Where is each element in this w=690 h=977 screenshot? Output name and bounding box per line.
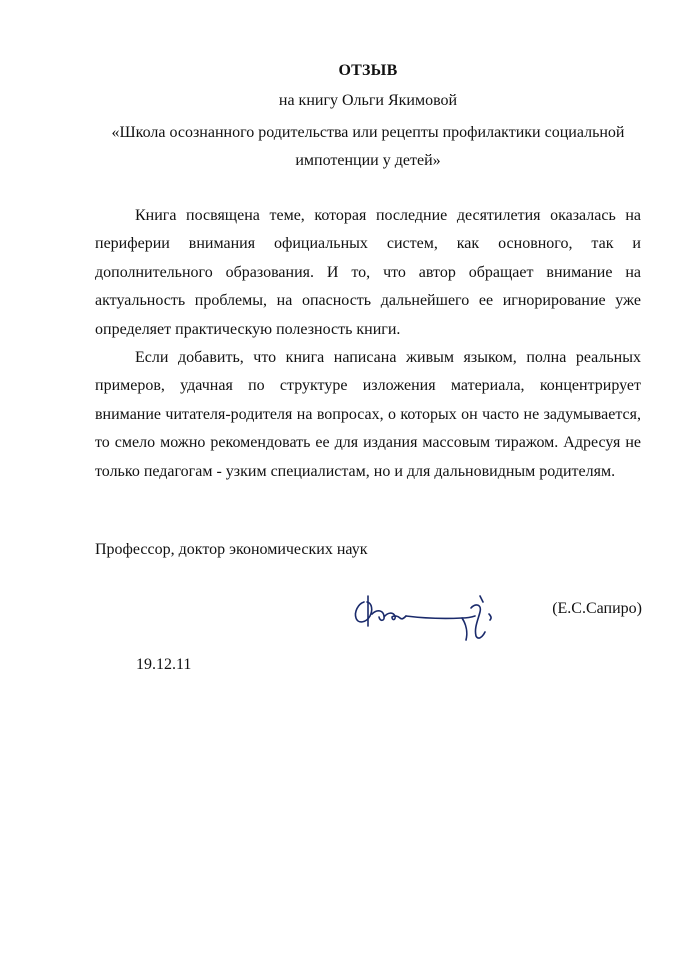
- review-paragraph-2: Если добавить, что книга написана живым языком, полна реальных примеров, удачная по структуре изложения материала, концентрирует внимание читателя-родителя на вопросах, о которых он часто не задумывается, то смело можно рекомендовать ее для издания массовым тиражом. Адресуя не только педагогам - узким специалистам, но и для дальновидным родителям.: [95, 349, 641, 480]
- book-title: «Школа осознанного родительства или рецепты профилактики социальной импотенции у детей»: [111, 124, 625, 169]
- document-date: 19.12.11: [136, 656, 192, 673]
- document-subtitle: на книгу Ольги Якимовой: [278, 92, 458, 109]
- signature-name: (Е.С.Сапиро): [552, 600, 642, 617]
- document-title: ОТЗЫВ: [338, 62, 398, 79]
- review-body: [95, 202, 641, 486]
- review-paragraph-1: Книга посвящена теме, которая последние десятилетия оказалась на периферии внимания официальных систем, как основного, так и дополнительного образования. И то, что автор обращает внимание на актуальность проблемы, на опасность дальнейшего ее игнорирование уже определяет практическую полезность книги.: [95, 207, 641, 338]
- author-position: Профессор, доктор экономических наук: [95, 541, 368, 558]
- handwritten-signature-icon: [350, 592, 510, 648]
